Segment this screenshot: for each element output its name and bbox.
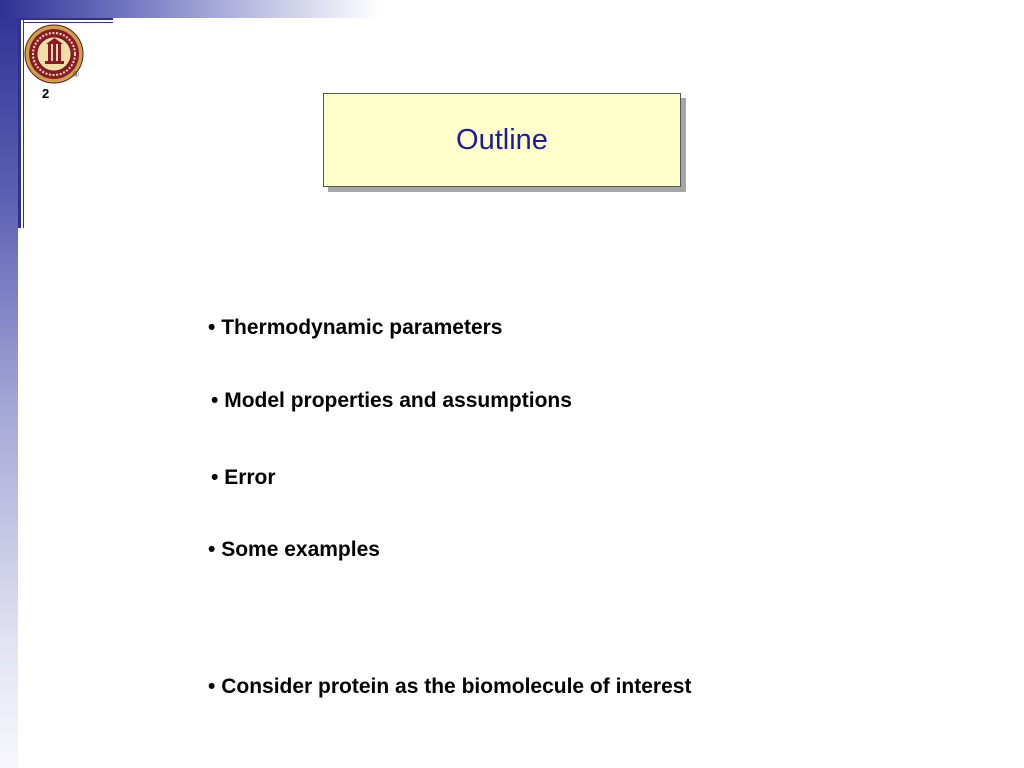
bullet-glyph: •: [211, 389, 219, 412]
bullet-text: Error: [224, 466, 276, 489]
bullet-glyph: •: [211, 466, 219, 489]
bullet-glyph: •: [208, 316, 216, 339]
title-box: [323, 93, 681, 187]
frame-line: [23, 22, 113, 23]
bullet-text: Thermodynamic parameters: [221, 316, 503, 339]
registered-mark: ®: [73, 70, 79, 79]
frame-line: [18, 18, 113, 20]
bullet-item: [208, 675, 691, 699]
bullet-text: Some examples: [221, 538, 380, 561]
bullet-glyph: •: [208, 675, 216, 698]
top-gradient-band: [0, 0, 380, 18]
bullet-glyph: •: [208, 538, 216, 561]
slide-title: Outline: [456, 123, 548, 156]
bullet-item: [211, 466, 276, 490]
bullet-text: Model properties and assumptions: [224, 389, 572, 412]
bullet-text: Consider protein as the biomolecule of interest: [221, 675, 692, 698]
frame-line: [18, 18, 21, 228]
left-gradient-band: [0, 0, 18, 768]
bullet-item: [211, 389, 572, 413]
bullet-item: [208, 538, 380, 562]
bullet-item: [208, 316, 502, 340]
slide-number: 2: [42, 86, 50, 101]
